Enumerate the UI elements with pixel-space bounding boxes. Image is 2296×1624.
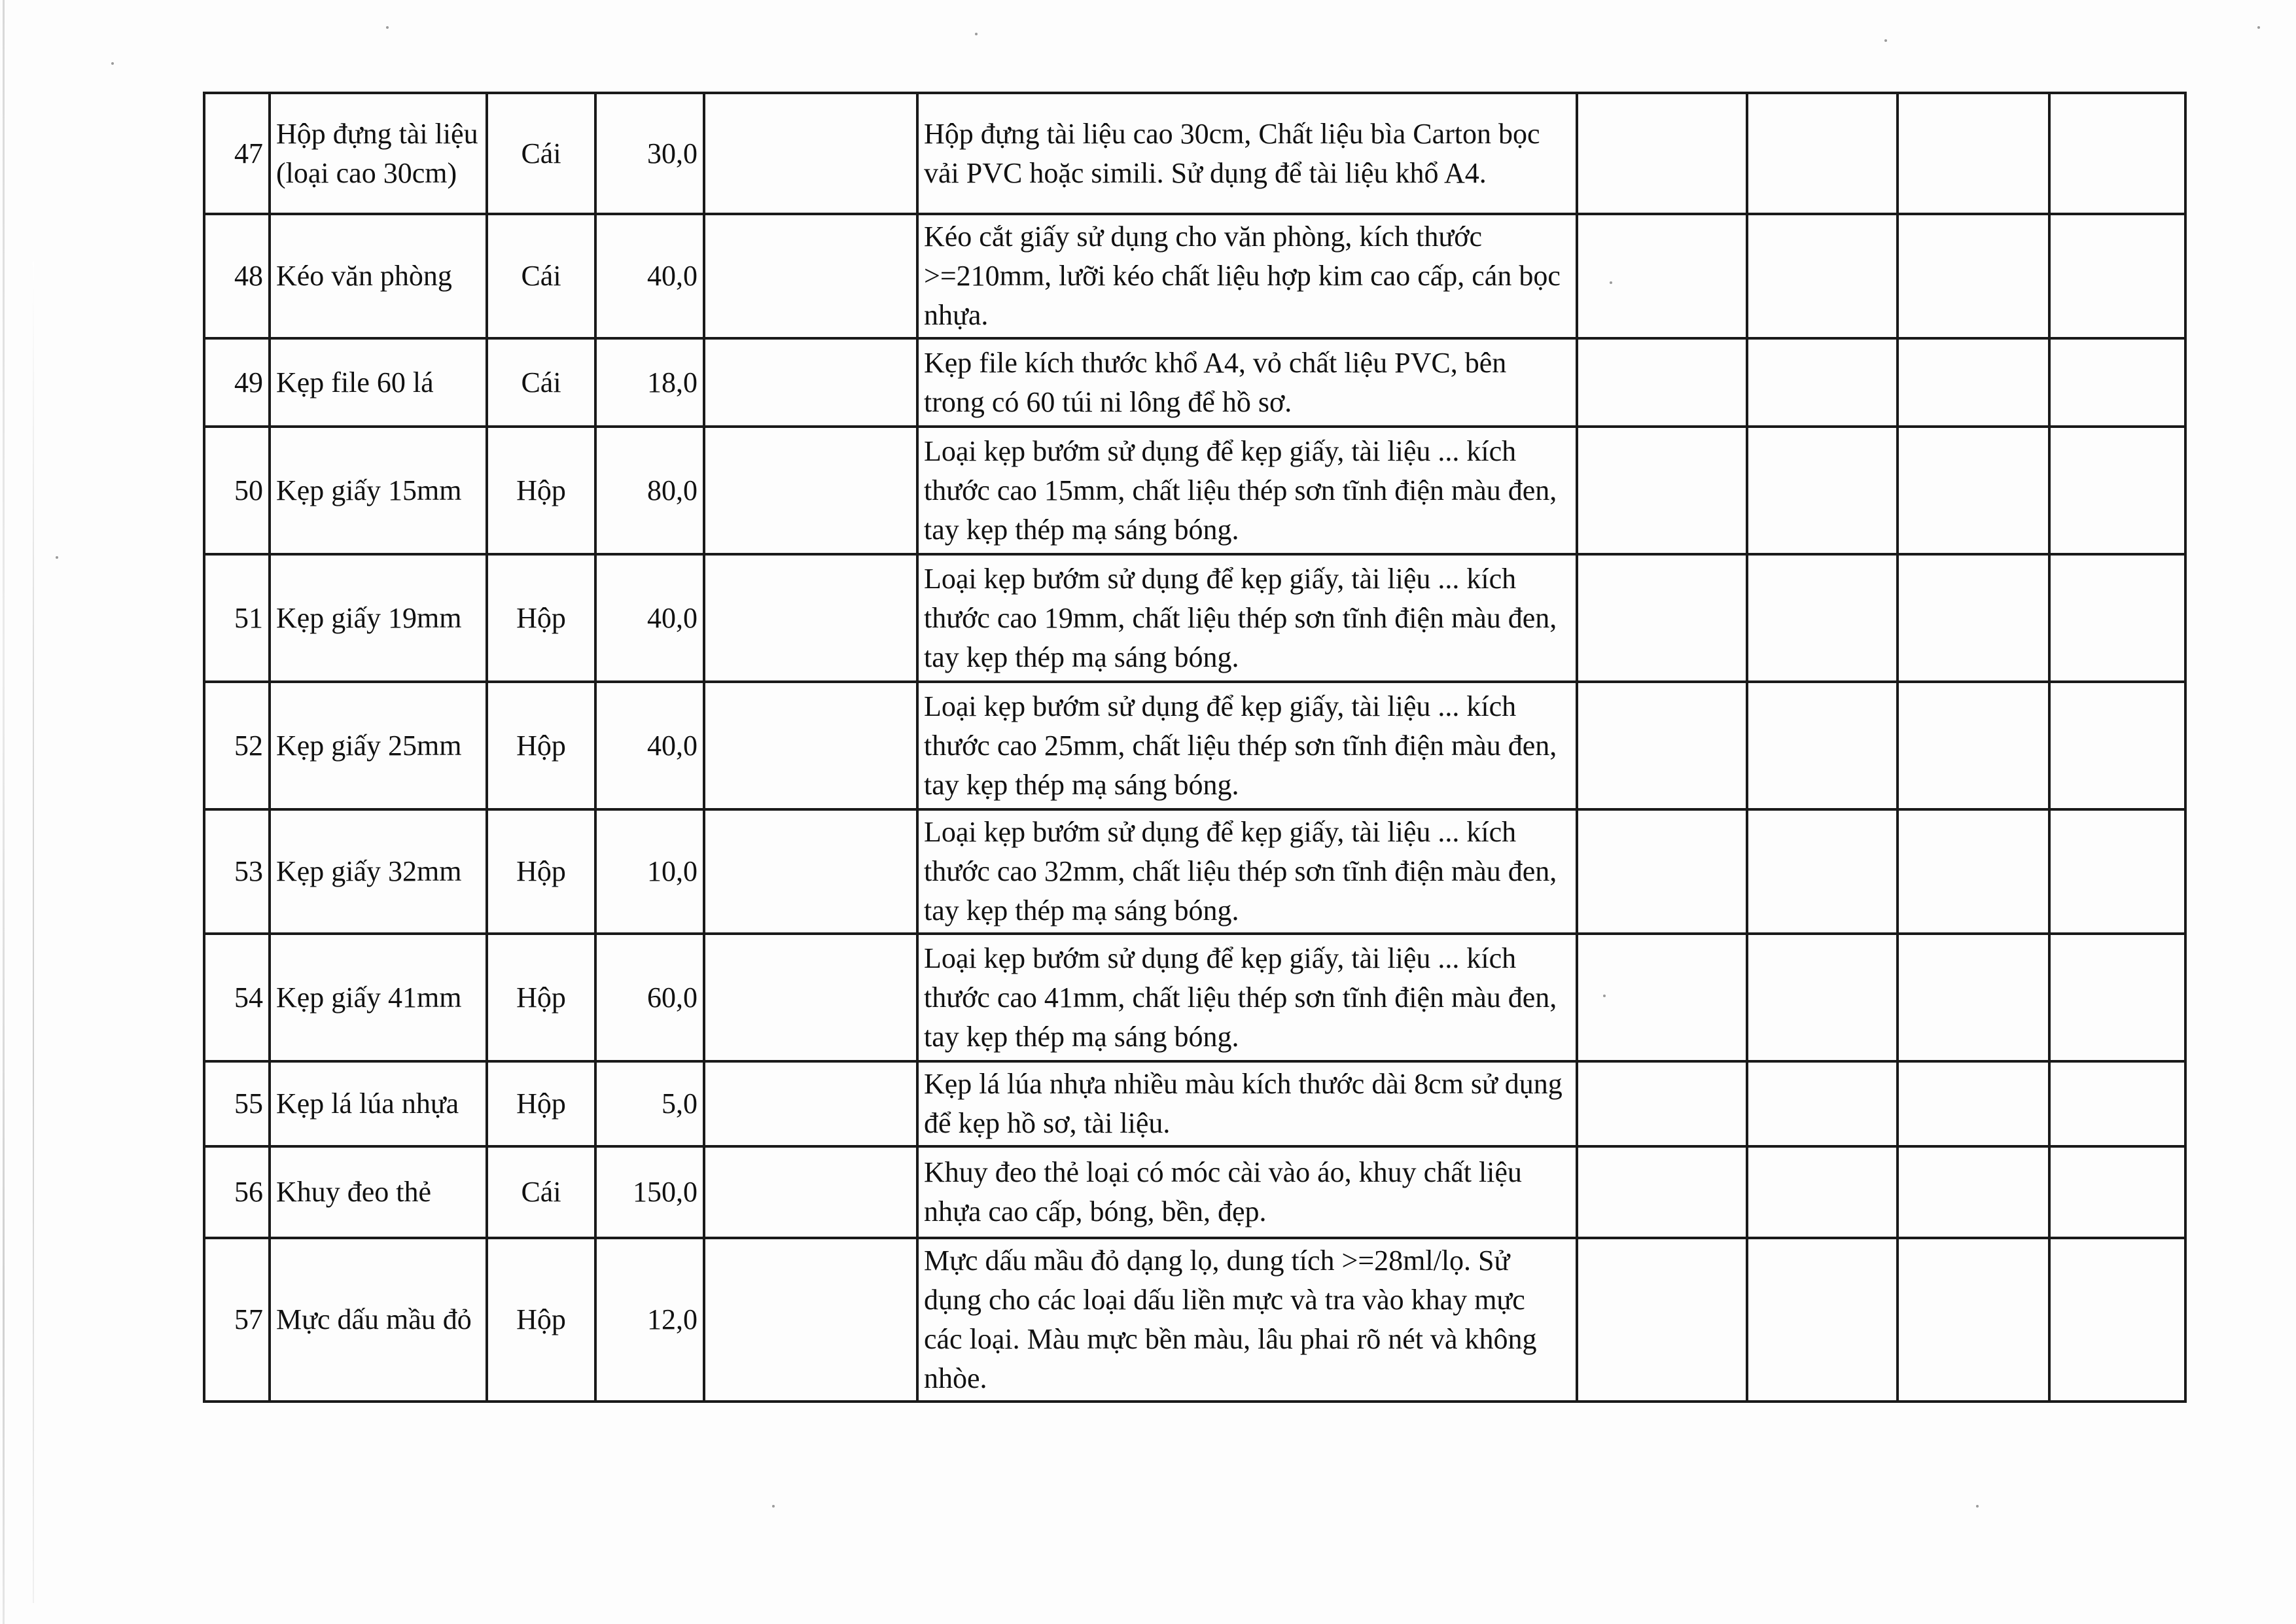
row-number: 50: [204, 427, 270, 554]
empty-cell: [2049, 93, 2185, 214]
empty-cell: [2049, 1061, 2185, 1146]
scan-speck: [111, 62, 114, 65]
table-row: [204, 214, 2185, 338]
table-row: [204, 1238, 2185, 1402]
empty-cell: [1577, 1238, 1747, 1402]
item-name: Kẹp file 60 lá: [270, 338, 487, 427]
item-name: Kẹp lá lúa nhựa: [270, 1061, 487, 1146]
empty-cell: [1747, 1061, 1898, 1146]
empty-cell: [1577, 934, 1747, 1061]
empty-cell: [1747, 1238, 1898, 1402]
empty-cell: [2049, 427, 2185, 554]
item-quantity: 80,0: [595, 427, 704, 554]
item-name: Khuy đeo thẻ: [270, 1146, 487, 1238]
empty-cell: [704, 809, 917, 934]
item-name: Kẹp giấy 19mm: [270, 554, 487, 682]
empty-cell: [1898, 682, 2049, 809]
item-description: Loại kẹp bướm sử dụng để kẹp giấy, tài liệu ... kích thước cao 32mm, chất liệu thép sơn tĩnh điện màu đen, tay kẹp thép mạ sáng bóng.: [917, 809, 1577, 934]
table-row: [204, 1146, 2185, 1238]
table-row: [204, 934, 2185, 1061]
empty-cell: [704, 1146, 917, 1238]
empty-cell: [704, 1238, 917, 1402]
empty-cell: [1747, 338, 1898, 427]
table-row: [204, 682, 2185, 809]
item-quantity: 40,0: [595, 214, 704, 338]
item-unit: Cái: [487, 1146, 595, 1238]
item-description: Hộp đựng tài liệu cao 30cm, Chất liệu bìa Carton bọc vải PVC hoặc simili. Sử dụng để tài liệu khổ A4.: [917, 93, 1577, 214]
item-description: Kéo cắt giấy sử dụng cho văn phòng, kích thước >=210mm, lưỡi kéo chất liệu hợp kim cao cấp, cán bọc nhựa.: [917, 214, 1577, 338]
item-description: Khuy đeo thẻ loại có móc cài vào áo, khuy chất liệu nhựa cao cấp, bóng, bền, đẹp.: [917, 1146, 1577, 1238]
item-quantity: 12,0: [595, 1238, 704, 1402]
row-number: 48: [204, 214, 270, 338]
scan-speck: [56, 556, 58, 559]
empty-cell: [704, 338, 917, 427]
empty-cell: [1577, 338, 1747, 427]
empty-cell: [1898, 93, 2049, 214]
empty-cell: [1747, 1146, 1898, 1238]
scan-speck: [772, 1505, 775, 1508]
item-unit: Cái: [487, 93, 595, 214]
table-row: [204, 427, 2185, 554]
row-number: 54: [204, 934, 270, 1061]
item-name: Kẹp giấy 32mm: [270, 809, 487, 934]
scan-speck: [975, 33, 978, 35]
item-description: Loại kẹp bướm sử dụng để kẹp giấy, tài liệu ... kích thước cao 15mm, chất liệu thép sơn tĩnh điện màu đen, tay kẹp thép mạ sáng bóng.: [917, 427, 1577, 554]
item-unit: Hộp: [487, 1238, 595, 1402]
empty-cell: [1747, 93, 1898, 214]
empty-cell: [1577, 554, 1747, 682]
item-name: Mực dấu mầu đỏ: [270, 1238, 487, 1402]
row-number: 49: [204, 338, 270, 427]
item-description: Kẹp lá lúa nhựa nhiều màu kích thước dài 8cm sử dụng để kẹp hồ sơ, tài liệu.: [917, 1061, 1577, 1146]
scan-speck: [1976, 1505, 1979, 1508]
empty-cell: [2049, 809, 2185, 934]
empty-cell: [1898, 338, 2049, 427]
table-row: [204, 93, 2185, 214]
empty-cell: [704, 427, 917, 554]
empty-cell: [704, 1061, 917, 1146]
row-number: 51: [204, 554, 270, 682]
table-row: [204, 809, 2185, 934]
item-quantity: 40,0: [595, 682, 704, 809]
empty-cell: [1747, 682, 1898, 809]
empty-cell: [1577, 93, 1747, 214]
empty-cell: [2049, 682, 2185, 809]
row-number: 53: [204, 809, 270, 934]
item-quantity: 60,0: [595, 934, 704, 1061]
row-number: 56: [204, 1146, 270, 1238]
empty-cell: [1747, 214, 1898, 338]
item-description: Kẹp file kích thước khổ A4, vỏ chất liệu PVC, bên trong có 60 túi ni lông để hồ sơ.: [917, 338, 1577, 427]
empty-cell: [1898, 1146, 2049, 1238]
item-unit: Hộp: [487, 934, 595, 1061]
scan-speck: [386, 26, 389, 29]
empty-cell: [1577, 1146, 1747, 1238]
empty-cell: [1747, 554, 1898, 682]
item-name: Kẹp giấy 41mm: [270, 934, 487, 1061]
item-quantity: 40,0: [595, 554, 704, 682]
empty-cell: [1747, 934, 1898, 1061]
item-unit: Cái: [487, 214, 595, 338]
scan-speck: [1884, 39, 1887, 42]
empty-cell: [1577, 427, 1747, 554]
item-name: Kẹp giấy 25mm: [270, 682, 487, 809]
item-unit: Hộp: [487, 427, 595, 554]
item-unit: Hộp: [487, 1061, 595, 1146]
item-quantity: 30,0: [595, 93, 704, 214]
empty-cell: [1747, 809, 1898, 934]
empty-cell: [1898, 1061, 2049, 1146]
table-row: [204, 554, 2185, 682]
empty-cell: [2049, 214, 2185, 338]
item-quantity: 150,0: [595, 1146, 704, 1238]
scan-edge-line: [3, 0, 5, 1624]
empty-cell: [1898, 554, 2049, 682]
item-quantity: 5,0: [595, 1061, 704, 1146]
empty-cell: [1577, 809, 1747, 934]
item-description: Loại kẹp bướm sử dụng để kẹp giấy, tài liệu ... kích thước cao 19mm, chất liệu thép sơn tĩnh điện màu đen, tay kẹp thép mạ sáng bóng.: [917, 554, 1577, 682]
empty-cell: [2049, 338, 2185, 427]
empty-cell: [1898, 809, 2049, 934]
item-unit: Hộp: [487, 809, 595, 934]
item-quantity: 10,0: [595, 809, 704, 934]
row-number: 55: [204, 1061, 270, 1146]
item-description: Mực dấu mầu đỏ dạng lọ, dung tích >=28ml/lọ. Sử dụng cho các loại dấu liền mực và tra vào khay mực các loại. Màu mực bền màu, lâu phai rõ nét và không nhòe.: [917, 1238, 1577, 1402]
item-description: Loại kẹp bướm sử dụng để kẹp giấy, tài liệu ... kích thước cao 25mm, chất liệu thép sơn tĩnh điện màu đen, tay kẹp thép mạ sáng bóng.: [917, 682, 1577, 809]
item-unit: Hộp: [487, 554, 595, 682]
empty-cell: [704, 682, 917, 809]
item-quantity: 18,0: [595, 338, 704, 427]
empty-cell: [1898, 934, 2049, 1061]
inventory-table: [203, 92, 2187, 1403]
scan-speck: [2257, 26, 2260, 29]
empty-cell: [704, 214, 917, 338]
table-row: [204, 338, 2185, 427]
item-description: Loại kẹp bướm sử dụng để kẹp giấy, tài liệu ... kích thước cao 41mm, chất liệu thép sơn tĩnh điện màu đen, tay kẹp thép mạ sáng bóng.: [917, 934, 1577, 1061]
empty-cell: [1898, 1238, 2049, 1402]
scan-edge-line-inner: [33, 262, 34, 1603]
empty-cell: [1898, 427, 2049, 554]
empty-cell: [704, 93, 917, 214]
row-number: 52: [204, 682, 270, 809]
empty-cell: [704, 934, 917, 1061]
empty-cell: [2049, 1146, 2185, 1238]
item-name: Kéo văn phòng: [270, 214, 487, 338]
empty-cell: [704, 554, 917, 682]
empty-cell: [1577, 214, 1747, 338]
empty-cell: [1577, 682, 1747, 809]
empty-cell: [2049, 934, 2185, 1061]
item-unit: Hộp: [487, 682, 595, 809]
item-name: Hộp đựng tài liệu (loại cao 30cm): [270, 93, 487, 214]
empty-cell: [2049, 1238, 2185, 1402]
empty-cell: [1577, 1061, 1747, 1146]
item-unit: Cái: [487, 338, 595, 427]
row-number: 57: [204, 1238, 270, 1402]
table-row: [204, 1061, 2185, 1146]
row-number: 47: [204, 93, 270, 214]
empty-cell: [1747, 427, 1898, 554]
empty-cell: [2049, 554, 2185, 682]
item-name: Kẹp giấy 15mm: [270, 427, 487, 554]
empty-cell: [1898, 214, 2049, 338]
